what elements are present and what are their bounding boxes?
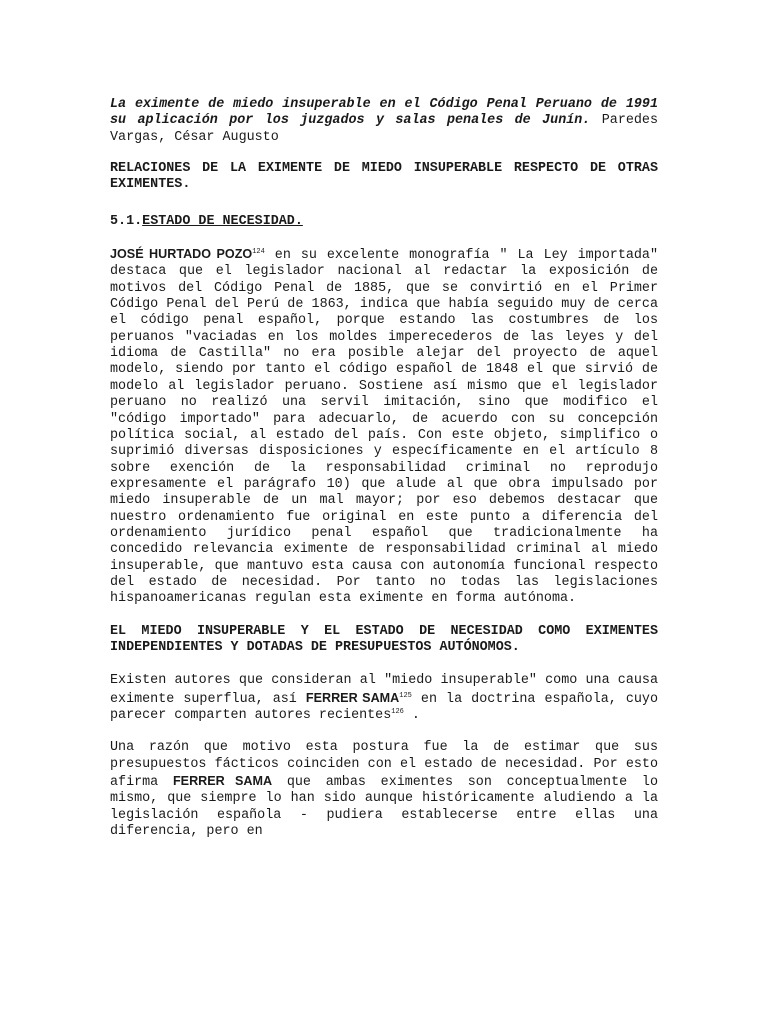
paragraph-text: . — [403, 708, 420, 723]
footnote-ref: 126 — [391, 708, 404, 716]
footnote-ref: 124 — [252, 248, 265, 257]
title-text: La eximente de miedo insuperable en el Código Penal Peruano de 1991 su aplicación por los juzgados y salas penales de Junín. — [110, 97, 658, 129]
section-heading — [110, 214, 658, 230]
paragraph-existen-autores — [110, 673, 658, 724]
author-name: FERRER SAMA — [305, 690, 400, 705]
paragraph-text: en la doctrina española, cuyo parecer comparten autores recientes — [110, 691, 658, 723]
document-title — [110, 97, 658, 146]
paragraph-text: en su excelente monografía " La Ley importada" destaca que el legislador nacional al redactar la exposición de motivos del Código Penal de 1885, que se convirtió en el Primer Código Penal del Perú de 1863, indica que había seguido muy de cerca el código penal español, porque estando las costumbres de los peruanos "vaciadas en los moldes imperecederos de las leyes y del idioma de Castilla" no era posible alejar del proyecto de aquel modelo, siendo por tanto el código español de 1848 el que sirvió de modelo al legislador peruano. Sostiene así mismo que el legislador peruano no realizó una servil imitación, sino que modifico el "código importado" para adecuarlo, de acuerdo con su concepción política social, al estado del país. Con este objeto, simplifico o suprimió diversas disposiciones y específicamente en el artículo 8 sobre exención de la responsabilidad criminal no reprodujo expresamente el parágrafo 10) que alude al que obra impulsado por miedo insuperable de un mal mayor; por eso debemos destacar que nuestro ordenamiento fue original en este punto a diferencia del ordenamiento jurídico penal español que tradicionalmente ha concedido relevancia eximente de responsabilidad criminal al miedo insuperable, que mantuvo esta causa con autonomía funcional respecto del estado de necesidad. Por tanto no todas las legislaciones hispanoamericanas regulan esta eximente en forma autónoma. — [110, 248, 659, 607]
paragraph-text: Existen autores que consideran al "miedo insuperable" como una causa eximente superflua, así — [110, 673, 658, 707]
author-name: FERRER SAMA — [172, 774, 273, 789]
title-author: Paredes Vargas, César Augusto — [110, 113, 658, 145]
footnote-ref: 125 — [399, 691, 412, 700]
paragraph-una-razon — [110, 740, 658, 840]
section-title: ESTADO DE NECESIDAD. — [142, 213, 303, 229]
document-page — [110, 97, 658, 840]
heading-relaciones: RELACIONES DE LA EXIMENTE DE MIEDO INSUPERABLE RESPECTO DE OTRAS EXIMENTES. — [110, 161, 658, 193]
paragraph-hurtado-pozo — [110, 246, 658, 608]
heading-miedo-insuperable: EL MIEDO INSUPERABLE Y EL ESTADO DE NECESIDAD COMO EXIMENTES INDEPENDIENTES Y DOTADAS DE PRESUPUESTOS AUTÓNOMOS. — [110, 623, 658, 655]
author-name: JOSÉ HURTADO POZO — [110, 247, 253, 262]
section-number: 5.1. — [110, 213, 143, 229]
paragraph-text: que ambas eximentes son conceptualmente lo mismo, que siempre lo han sido aunque históricamente aludiendo a la legislación española - pudiera establecerse entre ellas una diferencia, pero en — [110, 775, 658, 840]
paragraph-text: Una razón que motivo esta postura fue la de estimar que sus presupuestos fácticos coinciden con el estado de necesidad. Por esto afirma — [110, 740, 658, 791]
